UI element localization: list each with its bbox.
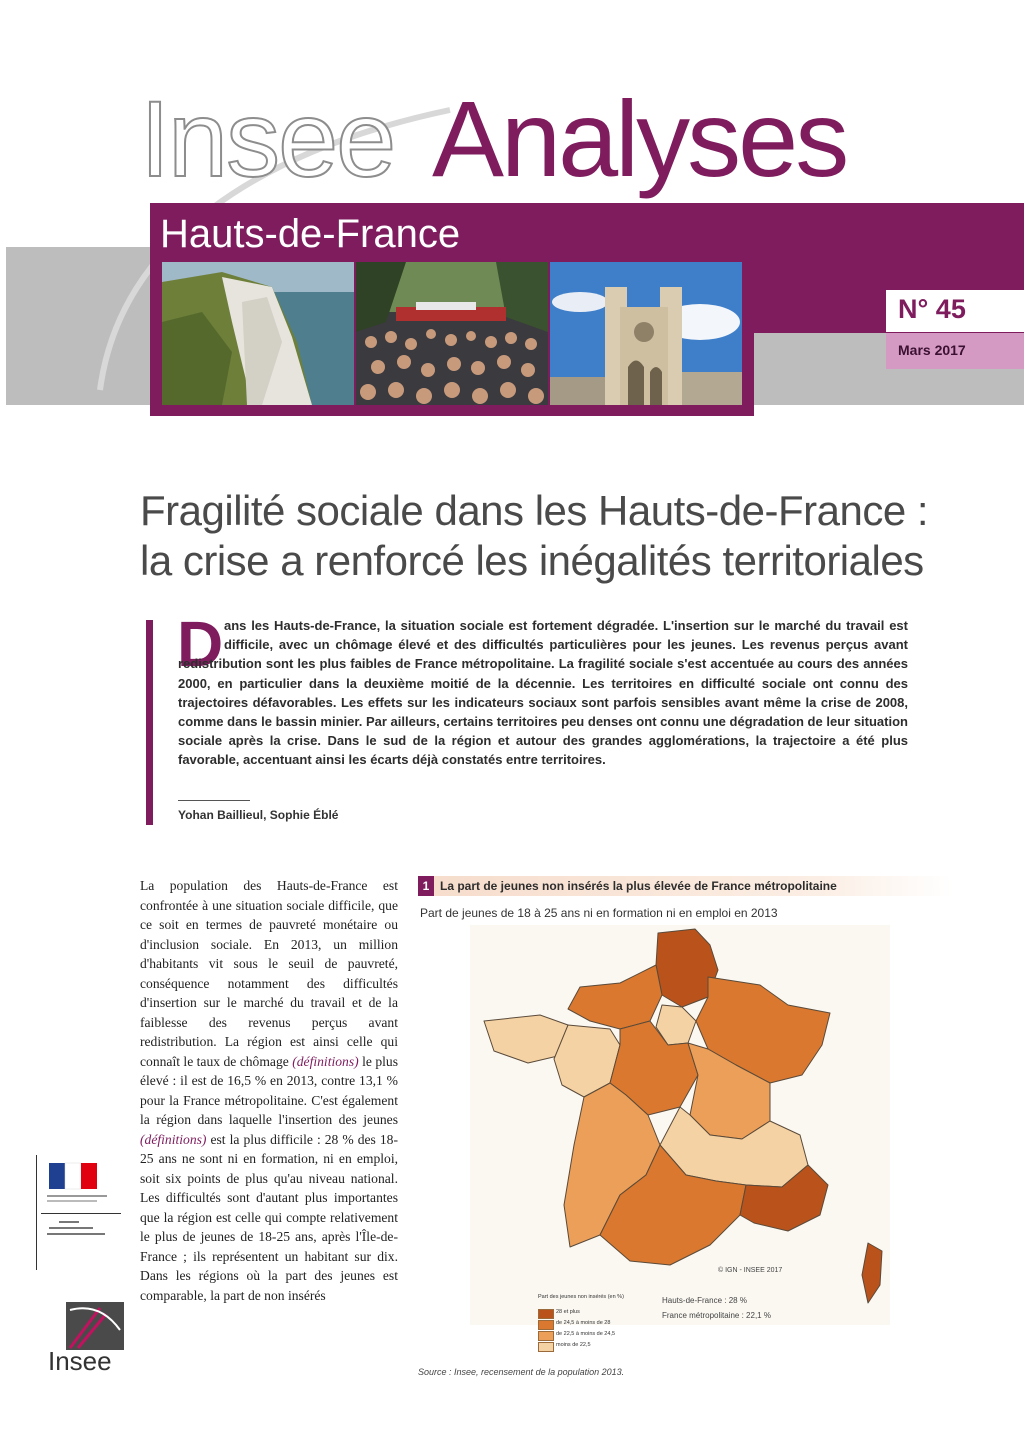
body-text bbox=[140, 876, 398, 1305]
dropcap-letter: D bbox=[177, 608, 224, 680]
region-title: Hauts-de-France bbox=[160, 212, 461, 256]
stat-hauts-de-france: Hauts-de-France : 28 % bbox=[662, 1296, 747, 1305]
article-title-line-1: Fragilité sociale dans les Hauts-de-France : bbox=[140, 487, 929, 534]
region-corse bbox=[862, 1243, 882, 1303]
authors: Yohan Baillieul, Sophie Éblé bbox=[178, 808, 339, 822]
article-title-line-2: la crise a renforcé les inégalités territoriales bbox=[140, 537, 924, 584]
crowd-photo bbox=[356, 262, 548, 405]
chapeau-body: ans les Hauts-de-France, la situation sociale est fortement dégradée. L'insertion sur le marché du travail est difficile, avec un chômage élevé et des difficultés particulières pour les jeunes. Les revenus perçus avant redistribution sont les plus faibles de France métropolitaine. La fragilité sociale s'est accentuée au cours des années 2000, en particulier dans la deuxième moitié de la décennie. Les territoires en difficulté sociale ont connu des trajectoires défavorables. Les effets sur les indicateurs sociaux sont parfois sensibles avant même la crise de 2008, comme dans le bassin minier. Par ailleurs, certains territoires peu denses ont connu une dégradation de leur situation sociale après la crise. Dans le sud de la région et autour des grandes agglomérations, la trajectoire a été plus favorable, accentuant ainsi les écarts déjà constatés entre territoires. bbox=[178, 618, 908, 768]
legend-swatch-3 bbox=[538, 1331, 554, 1341]
legend-label-2: de 24,5 à moins de 28 bbox=[556, 1320, 611, 1326]
legend-swatch-1 bbox=[538, 1309, 554, 1319]
stat-france-metropolitaine: France métropolitaine : 22,1 % bbox=[662, 1311, 771, 1320]
legend-label-1: 28 et plus bbox=[556, 1309, 580, 1315]
marianne-logo bbox=[36, 1155, 123, 1270]
chapeau-rule bbox=[146, 620, 153, 825]
brand-analyses: Analyses bbox=[432, 78, 847, 199]
body-part-2: le plus élevé : il est de 16,5 % en 2013, contre 13,1 % pour la France métropolitaine. C'est également la région dans laquelle l'insertion des jeunes bbox=[140, 1053, 398, 1127]
region-normandie bbox=[568, 965, 662, 1029]
legend-swatch-4 bbox=[538, 1342, 554, 1352]
legend-label-3: de 22,5 à moins de 24,5 bbox=[556, 1331, 616, 1337]
legend-label-4: moins de 22,5 bbox=[556, 1342, 591, 1348]
figure-title: La part de jeunes non insérés la plus élevée de France métropolitaine bbox=[440, 879, 837, 893]
figure-source: Source : Insee, recensement de la population 2013. bbox=[418, 1367, 625, 1377]
author-rule bbox=[178, 800, 250, 801]
legend-swatch-2 bbox=[538, 1320, 554, 1330]
cliff-photo bbox=[162, 262, 354, 405]
map-copyright: © IGN - INSEE 2017 bbox=[718, 1267, 783, 1274]
body-part-1: La population des Hauts-de-France est confrontée à une situation sociale difficile, que ce soit en termes de pauvreté monétaire ou d'inclusion sociale. En 2013, un million d'habitants vit sous le seuil de pauvreté, conséquence notamment des difficultés d'insertion sur le marché du travail et de la faiblesse des revenus perçus avant redistribution. La région est ainsi celle qui connaît le taux de chômage bbox=[140, 878, 398, 1069]
issue-date: Mars 2017 bbox=[898, 342, 966, 358]
article-title bbox=[140, 486, 1000, 586]
figure-subtitle: Part de jeunes de 18 à 25 ans ni en formation ni en emploi en 2013 bbox=[420, 906, 778, 920]
brand-insee: Insee bbox=[140, 78, 395, 199]
chapeau-text bbox=[178, 616, 908, 770]
figure-number: 1 bbox=[418, 876, 434, 896]
definitions-link-1[interactable]: (définitions) bbox=[292, 1053, 359, 1069]
insee-logo-label: Insee bbox=[48, 1346, 112, 1376]
france-map bbox=[470, 925, 890, 1325]
definitions-link-2[interactable]: (définitions) bbox=[140, 1131, 207, 1147]
cathedral-photo bbox=[550, 262, 742, 405]
legend-title: Part des jeunes non insérés (en %) bbox=[538, 1294, 624, 1300]
issue-number: N° 45 bbox=[898, 294, 966, 324]
body-part-3: est la plus difficile : 28 % des 18-25 ans ne sont ni en formation, ni en emploi, soit six points de plus qu'au niveau national. Les difficultés sont d'autant plus importantes que la région est celle qui compte relativement le plus de jeunes de 18-25 ans, après l'Île-de-France ; ils représentent un habitant sur dix. Dans les régions où la part des jeunes est comparable, la part de non insérés bbox=[140, 1131, 398, 1303]
insee-logo bbox=[44, 1300, 126, 1378]
